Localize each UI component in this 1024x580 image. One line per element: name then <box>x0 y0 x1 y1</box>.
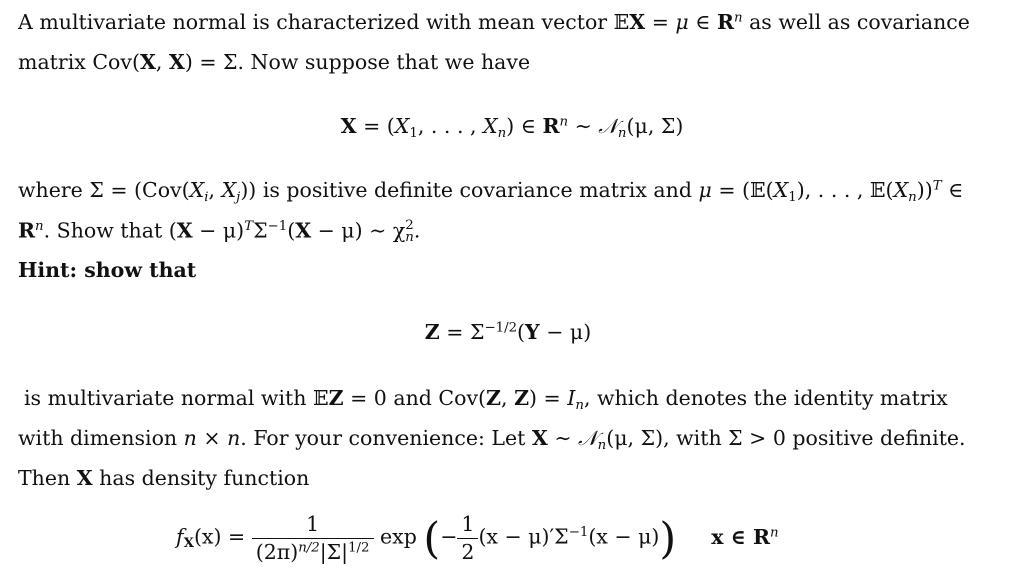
text: − μ) <box>192 218 245 243</box>
text: − μ) <box>539 320 592 344</box>
text: . <box>413 218 421 243</box>
vector-x: X <box>76 466 93 490</box>
right-paren: ) <box>659 513 677 564</box>
exp-function: exp <box>380 524 417 549</box>
vector-x: X <box>340 114 357 138</box>
inverse-exponent: −1 <box>568 525 589 541</box>
equation-2 <box>0 322 1020 343</box>
text: ∼ <box>568 114 599 138</box>
exponent-n: n <box>559 114 569 130</box>
xi: X <box>189 178 205 202</box>
vector-x: X <box>176 218 193 243</box>
para2-line1 <box>18 178 964 205</box>
reals-symbol: R <box>18 218 36 243</box>
numerator: 1 <box>461 512 475 536</box>
text: = (𝔼( <box>711 178 774 202</box>
text: Then <box>18 466 77 490</box>
text: ∼ <box>547 426 579 450</box>
text: = Σ <box>439 320 485 344</box>
text: (μ, Σ), with Σ > 0 positive definite. <box>606 426 966 450</box>
text: ∈ <box>941 178 964 202</box>
text: ( <box>517 320 526 344</box>
text: x ∈ <box>711 524 753 549</box>
text: (μ, Σ) <box>626 114 684 138</box>
vector-z: Z <box>486 386 502 410</box>
text: (2π) <box>255 539 299 564</box>
normal-symbol: 𝒩 <box>598 114 618 138</box>
normalizing-fraction <box>252 514 374 562</box>
numerator: 1 <box>306 512 320 536</box>
transpose-t: T <box>932 178 942 194</box>
denominator <box>252 538 374 563</box>
x1: X <box>773 178 789 202</box>
mu-symbol: μ <box>698 178 712 202</box>
text: (x − μ) <box>588 524 660 549</box>
text: , which denotes the identity matrix <box>583 386 948 410</box>
expectation-symbol: 𝔼 <box>613 10 630 34</box>
text: is multivariate normal with 𝔼 <box>24 386 329 410</box>
text: ) = <box>529 386 568 410</box>
domain <box>711 525 778 549</box>
text: ( <box>287 218 296 243</box>
para3-line2 <box>18 426 966 453</box>
text: − μ) ∼ χ <box>311 218 406 243</box>
sub-j: j <box>236 189 241 205</box>
half-fraction <box>457 514 478 562</box>
vector-y: Y <box>525 320 540 344</box>
chi-square-exponent: 2 <box>405 218 414 233</box>
text: matrix Cov( <box>18 50 140 74</box>
reals-symbol: R <box>752 524 770 549</box>
sub-n: n <box>575 397 584 413</box>
transpose-t: T <box>244 219 254 235</box>
sub-n: n <box>908 189 917 205</box>
sub-x: X <box>183 535 194 552</box>
xn: X <box>893 178 909 202</box>
text: )) is positive definite covariance matrix and <box>240 178 699 202</box>
text: , . . . , <box>417 114 484 138</box>
text: . For your convenience: Let <box>240 426 532 450</box>
sub-1: 1 <box>788 189 797 205</box>
exponent-neg-half: −1/2 <box>484 320 518 336</box>
text: ∈ <box>688 10 717 34</box>
text: where Σ = (Cov( <box>18 178 190 202</box>
xj: X <box>221 178 237 202</box>
text: ), . . . , 𝔼( <box>796 178 894 202</box>
text: with dimension <box>18 426 184 450</box>
text: as well as covariance <box>742 10 970 34</box>
exponent: 1/2 <box>348 540 370 556</box>
reals-symbol: R <box>542 114 560 138</box>
x1: X <box>394 114 410 138</box>
vector-x: X <box>629 10 646 34</box>
sub-i: i <box>204 189 209 205</box>
f-symbol: f <box>176 524 184 549</box>
minus: − <box>440 524 458 549</box>
hint-label: Hint: show that <box>18 258 197 282</box>
sub-n: n <box>597 437 607 453</box>
exponent-n: n <box>733 10 743 26</box>
para1-line1 <box>18 12 970 33</box>
text: |Σ| <box>319 539 349 564</box>
text: = 0 and Cov( <box>343 386 487 410</box>
sub-1: 1 <box>409 125 418 141</box>
sub-n: n <box>617 125 627 141</box>
vector-z: Z <box>424 320 440 344</box>
normal-symbol: 𝒩 <box>578 426 598 450</box>
text: = <box>645 10 676 34</box>
text: , <box>155 50 169 74</box>
text: (x) = <box>193 524 246 549</box>
text: , <box>501 386 515 410</box>
vector-z: Z <box>514 386 530 410</box>
inverse-exponent: −1 <box>267 219 288 235</box>
exponent: n/2 <box>298 540 320 556</box>
para1-line2 <box>18 52 530 73</box>
para3-line1 <box>24 386 948 413</box>
reals-symbol: R <box>716 10 734 34</box>
text: , <box>208 178 222 202</box>
denominator: 2 <box>457 538 478 563</box>
text: A multivariate normal is characterized with mean vector <box>18 10 614 34</box>
text: )) <box>916 178 933 202</box>
para2-line2 <box>18 220 420 244</box>
vector-z: Z <box>328 386 344 410</box>
equation-1 <box>0 114 1024 141</box>
mu-symbol: μ <box>675 10 689 34</box>
text: has density function <box>92 466 310 490</box>
chi-square-sub-n: n <box>405 229 414 245</box>
exponent-n: n <box>769 525 779 541</box>
text: Σ <box>253 218 268 243</box>
sub-n: n <box>497 125 507 141</box>
density-equation <box>176 514 779 562</box>
text: ) = Σ. Now suppose that we have <box>184 50 531 74</box>
para3-line3 <box>18 468 309 489</box>
dimension: n × n <box>183 426 241 450</box>
xn: X <box>483 114 498 138</box>
left-paren: ( <box>423 513 441 564</box>
vector-x: X <box>295 218 312 243</box>
text: . Show that ( <box>43 218 177 243</box>
vector-x: X <box>139 50 156 74</box>
text: ) ∈ <box>506 114 543 138</box>
exponent-n: n <box>35 219 44 235</box>
identity-i: I <box>567 386 576 410</box>
vector-x: X <box>531 426 548 450</box>
vector-x: X <box>168 50 185 74</box>
text: = ( <box>356 114 395 138</box>
text: (x − μ)′Σ <box>478 524 569 549</box>
